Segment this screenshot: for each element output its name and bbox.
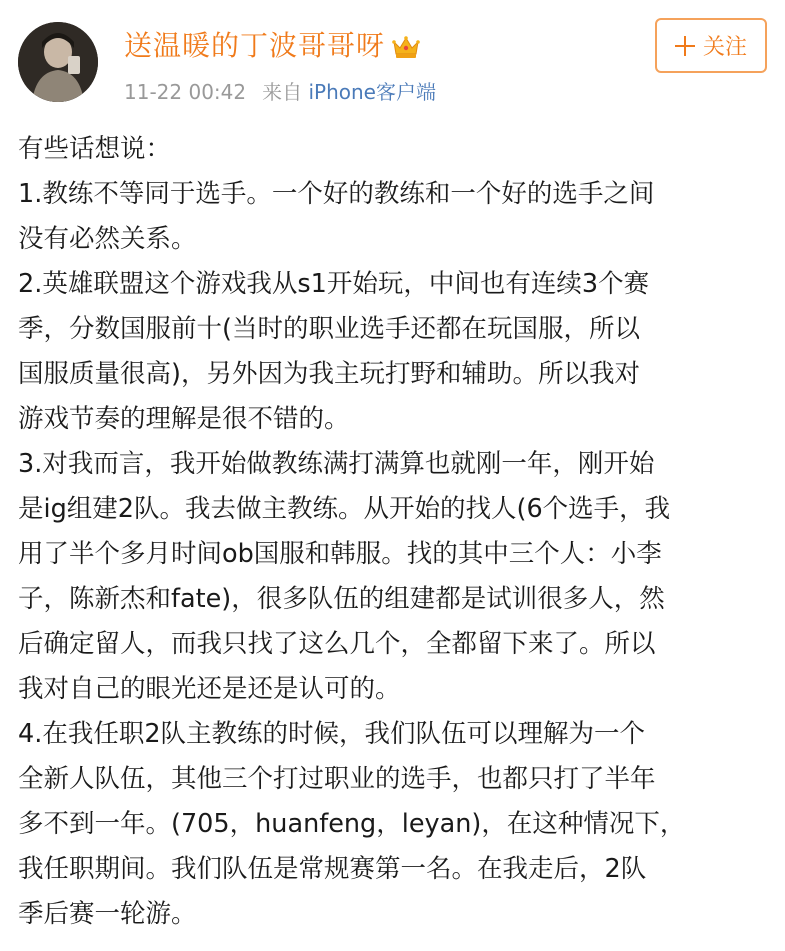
post-line: 用了半个多月时间ob国服和韩服。找的其中三个人：小李 <box>18 539 662 569</box>
post-line: 没有必然关系。 <box>18 224 197 254</box>
post-line: 子，陈新杰和fate)，很多队伍的组建都是试训很多人，然 <box>18 584 665 614</box>
post-header <box>0 0 785 118</box>
post-line: 我对自己的眼光还是还是认可的。 <box>18 674 401 704</box>
post-line: 有些话想说： <box>18 134 172 164</box>
post-line: 季后赛一轮游。 <box>18 899 197 929</box>
post-line: 游戏节奏的理解是很不错的。 <box>18 404 350 434</box>
post-line: 多不到一年。(705，huanfeng，leyan)，在这种情况下， <box>18 809 686 839</box>
post-line: 2.英雄联盟这个游戏我从s1开始玩，中间也有连续3个赛 <box>18 269 650 299</box>
follow-label: 关注 <box>702 35 747 60</box>
username-text[interactable]: 送温暖的丁波哥哥呀 <box>124 29 386 62</box>
post-line: 国服质量很高)，另外因为我主玩打野和辅助。所以我对 <box>18 359 640 389</box>
source-name[interactable]: iPhone客户端 <box>308 80 436 104</box>
post-line: 后确定留人，而我只找了这么几个，全都留下来了。所以 <box>18 629 656 659</box>
post-line: 1.教练不等同于选手。一个好的教练和一个好的选手之间 <box>18 179 655 209</box>
post-line: 4.在我任职2队主教练的时候，我们队伍可以理解为一个 <box>18 719 646 749</box>
plus-icon <box>675 36 695 56</box>
post-line: 我任职期间。我们队伍是常规赛第一名。在我走后，2队 <box>18 854 647 884</box>
crown-icon <box>391 34 421 60</box>
source-prefix: 来自 <box>262 80 303 104</box>
post-line: 3.对我而言，我开始做教练满打满算也就刚一年，刚开始 <box>18 449 655 479</box>
post-time: 11-22 00:42 <box>124 80 247 104</box>
post-meta <box>124 76 436 105</box>
post-line: 是ig组建2队。我去做主教练。从开始的找人(6个选手，我 <box>18 494 671 524</box>
username[interactable] <box>124 24 421 64</box>
avatar[interactable] <box>18 22 98 102</box>
post-body <box>18 127 770 937</box>
post-line: 季，分数国服前十(当时的职业选手还都在玩国服，所以 <box>18 314 640 344</box>
post-line: 全新人队伍，其他三个打过职业的选手，也都只打了半年 <box>18 764 656 794</box>
follow-button[interactable] <box>655 18 767 73</box>
